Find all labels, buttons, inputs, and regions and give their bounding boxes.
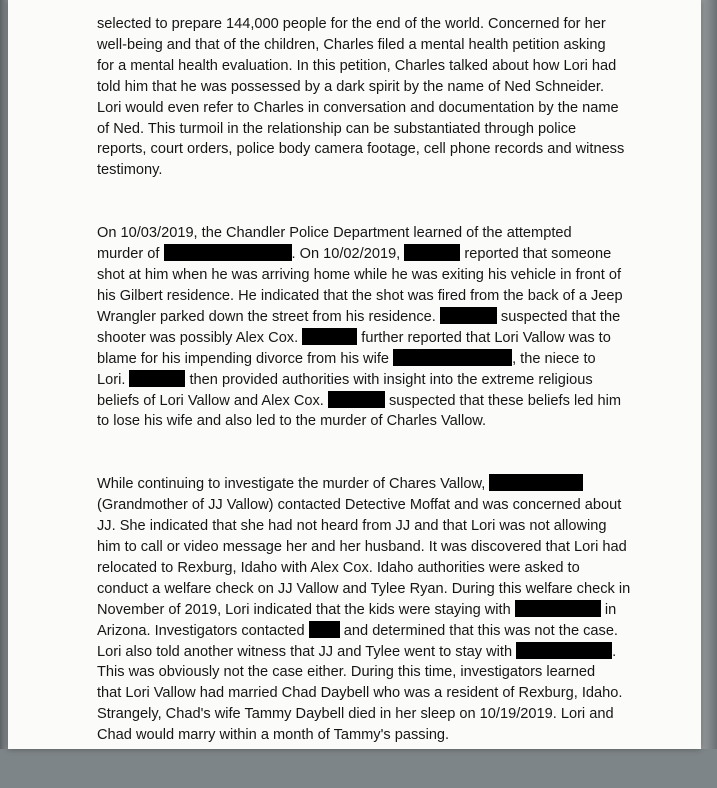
text-run: relocated to Rexburg, Idaho with Alex Cox. Idaho authorities were asked to	[97, 559, 580, 576]
redaction-bar	[328, 391, 385, 408]
redaction-bar	[404, 244, 460, 261]
redaction-bar	[393, 349, 512, 366]
text-line	[97, 223, 637, 244]
text-line	[97, 349, 637, 370]
redaction-bar	[309, 621, 340, 638]
text-run: well-being and that of the children, Charles filed a mental health petition asking	[97, 36, 606, 53]
text-line	[97, 139, 637, 160]
text-run: selected to prepare 144,000 people for the end of the world. Concerned for her	[97, 16, 606, 32]
text-line	[97, 370, 637, 391]
redaction-bar	[164, 244, 292, 261]
text-run: conduct a welfare check on JJ Vallow and Tylee Ryan. During this welfare check in	[97, 580, 631, 597]
text-line	[97, 77, 637, 98]
text-run: shot at him when he was arriving home while he was exiting his vehicle in front of	[97, 267, 622, 284]
text-run: for a mental health evaluation. In this petition, Charles talked about how Lori had	[97, 57, 617, 74]
paragraph-3	[97, 474, 637, 746]
text-line	[97, 725, 637, 746]
text-run: On 10/03/2019, the Chandler Police Department learned of the attempted	[97, 225, 572, 242]
text-line	[97, 537, 637, 558]
text-line	[97, 328, 637, 349]
text-line	[97, 391, 637, 412]
redaction-bar	[516, 642, 612, 659]
document-page	[8, 0, 701, 749]
paragraph-1	[97, 14, 637, 181]
text-run: Lori.	[97, 371, 130, 388]
text-line	[97, 683, 637, 704]
text-line	[97, 642, 637, 663]
redaction-bar	[489, 474, 583, 491]
paragraph-2	[97, 223, 637, 432]
viewer-background-left	[0, 0, 8, 749]
text-line	[97, 474, 637, 495]
text-line	[97, 704, 637, 725]
text-line	[97, 119, 637, 140]
text-run: suspected that the	[496, 308, 621, 325]
text-run: reports, court orders, police body camera footage, cell phone records and witness	[97, 141, 625, 158]
text-run: murder of	[97, 246, 164, 263]
text-run: reported that someone	[460, 246, 612, 263]
text-line	[97, 307, 637, 328]
text-line	[97, 516, 637, 537]
viewer-background-right	[701, 0, 717, 749]
text-run: While continuing to investigate the murder of Chares Vallow,	[97, 476, 490, 493]
text-run: Lori also told another witness that JJ and Tylee went to stay with	[97, 643, 517, 660]
text-line	[97, 495, 637, 516]
text-run: further reported that Lori Vallow was to	[357, 329, 611, 346]
text-line	[97, 662, 637, 683]
text-run: shooter was possibly Alex Cox.	[97, 329, 303, 346]
text-run: Lori would even refer to Charles in conversation and documentation by the name	[97, 99, 619, 116]
text-run: Wrangler parked down the street from his residence.	[97, 308, 440, 325]
text-run: then provided authorities with insight into the extreme religious	[185, 371, 593, 388]
text-run: . On 10/02/2019,	[291, 246, 405, 263]
text-run: Strangely, Chad's wife Tammy Daybell died in her sleep on 10/19/2019. Lori and	[97, 706, 614, 723]
text-run: his Gilbert residence. He indicated that the shot was fired from the back of a Jeep	[97, 287, 623, 304]
redaction-bar	[440, 307, 497, 324]
text-run: blame for his impending divorce from his wife	[97, 350, 394, 367]
text-run: and determined that this was not the case.	[339, 622, 618, 639]
redaction-bar	[302, 328, 357, 345]
text-run: JJ. She indicated that she had not heard from JJ and that Lori was not allowing	[97, 518, 607, 535]
text-line	[97, 160, 637, 181]
text-line	[97, 14, 637, 35]
text-line	[97, 621, 637, 642]
text-run: .	[612, 643, 617, 660]
text-line	[97, 35, 637, 56]
text-line	[97, 600, 637, 621]
redaction-bar	[129, 370, 185, 387]
text-run: testimony.	[97, 162, 163, 179]
text-run: (Grandmother of JJ Vallow) contacted Detective Moffat and was concerned about	[97, 497, 622, 514]
text-line	[97, 411, 637, 432]
text-run: Chad would marry within a month of Tammy's passing.	[97, 727, 450, 744]
text-run: to lose his wife and also led to the murder of Charles Vallow.	[97, 413, 487, 430]
text-run: of Ned. This turmoil in the relationship can be substantiated through police	[97, 120, 577, 137]
text-line	[97, 579, 637, 600]
text-line	[97, 244, 637, 265]
text-run: told him that he was possessed by a dark spirit by the name of Ned Schneider.	[97, 78, 605, 95]
text-line	[97, 56, 637, 77]
text-run: November of 2019, Lori indicated that the kids were staying with	[97, 601, 515, 618]
text-run: in	[600, 601, 617, 618]
document-body	[97, 14, 637, 788]
text-run: that Lori Vallow had married Chad Daybell who was a resident of Rexburg, Idaho.	[97, 685, 623, 702]
text-run: , the niece to	[512, 350, 596, 367]
redaction-bar	[515, 600, 601, 617]
text-run: Arizona. Investigators contacted	[97, 622, 309, 639]
text-line	[97, 265, 637, 286]
text-line	[97, 98, 637, 119]
text-run: beliefs of Lori Vallow and Alex Cox.	[97, 392, 328, 409]
text-line	[97, 286, 637, 307]
text-run: him to call or video message her and her husband. It was discovered that Lori had	[97, 539, 627, 556]
text-line	[97, 558, 637, 579]
text-run: suspected that these beliefs led him	[384, 392, 621, 409]
text-run: This was obviously not the case either. During this time, investigators learned	[97, 664, 596, 681]
